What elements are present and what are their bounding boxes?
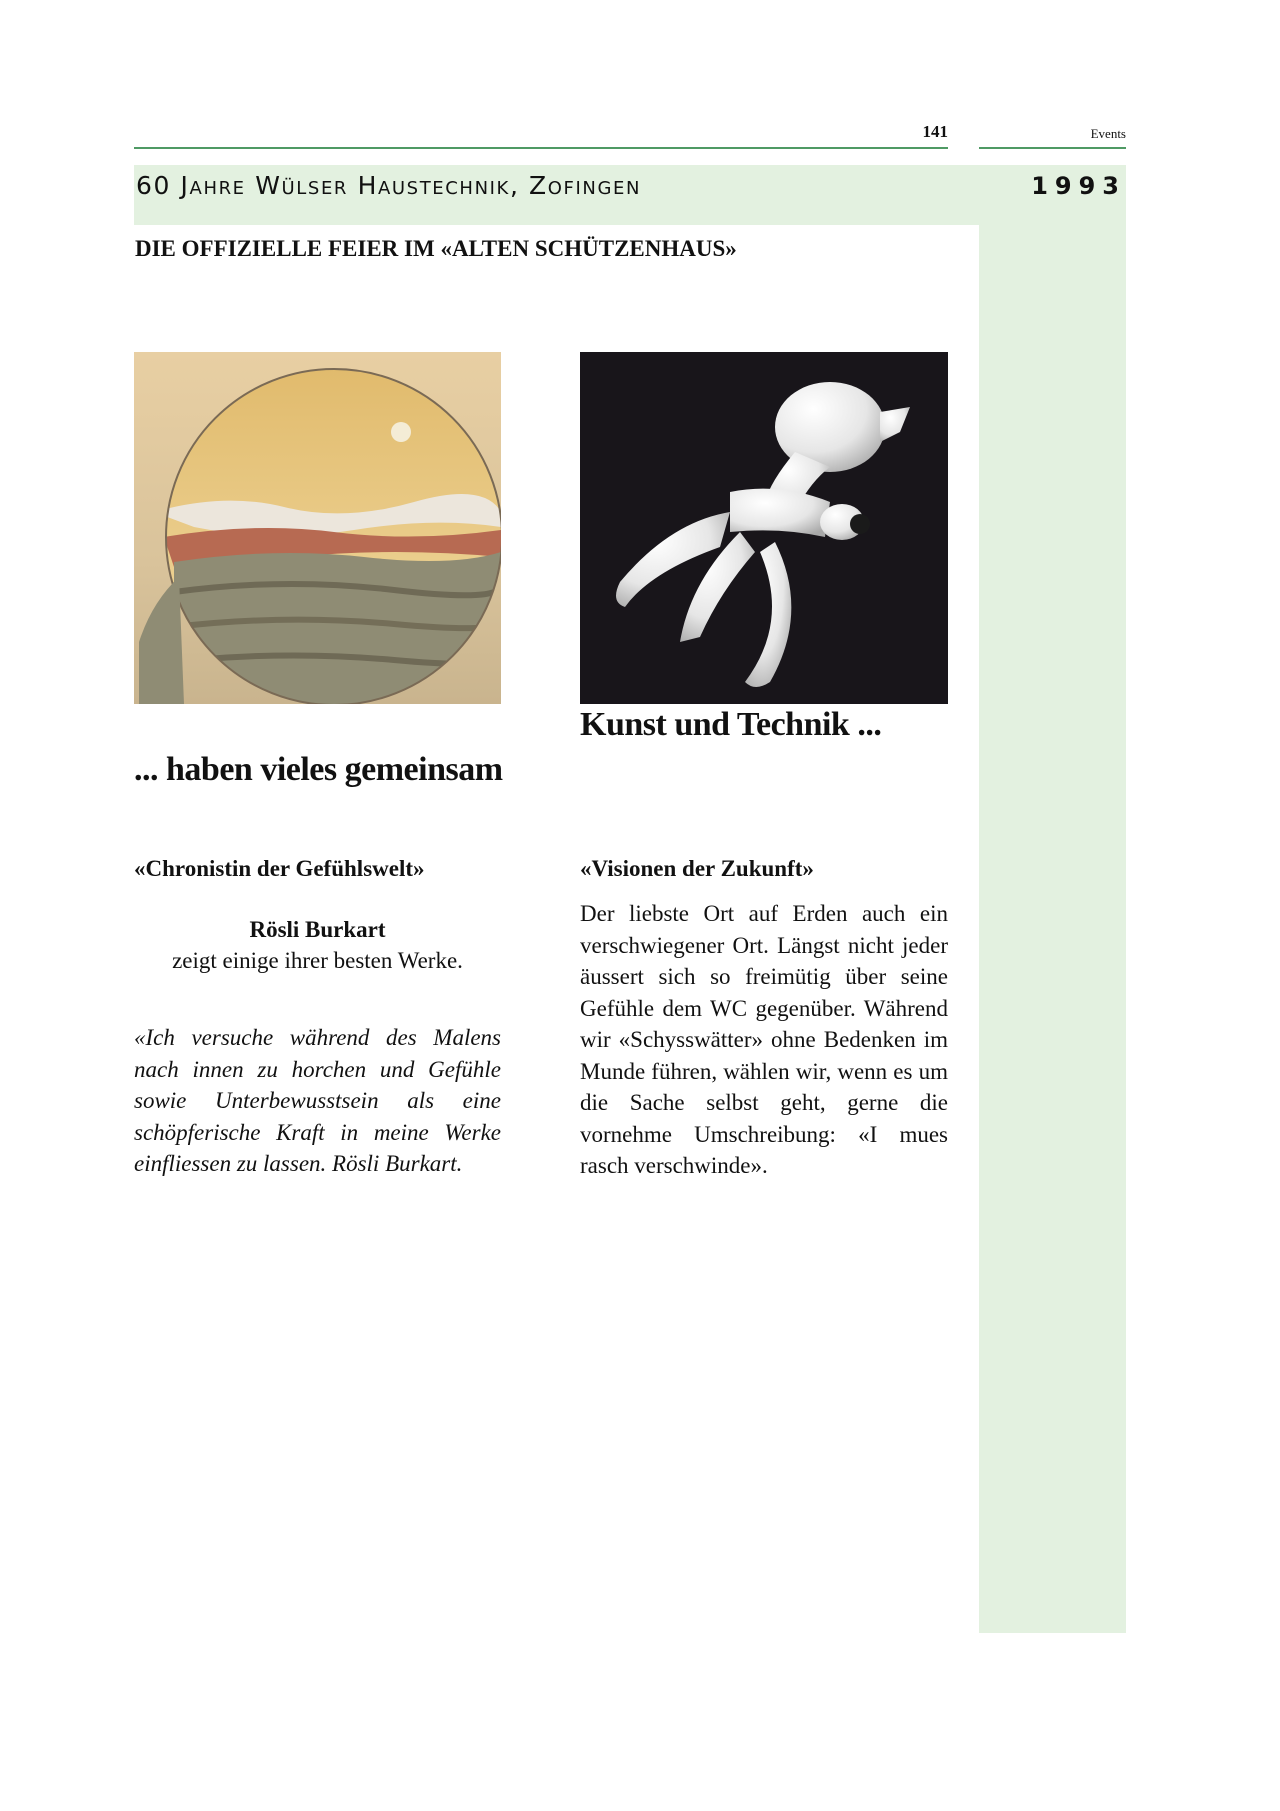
- artist-block: [134, 914, 501, 976]
- page-year: 1993: [1031, 172, 1126, 200]
- artist-name: Rösli Burkart: [249, 917, 386, 942]
- header-rule-left: [134, 147, 948, 149]
- sculpture-image: [580, 352, 948, 704]
- right-body: Der liebste Ort auf Erden auch ein verschwiegener Ort. Längst nicht jeder äussert sich so freimütig über seine Gefühle dem WC gegenüber. Während wir «Schysswätter» ohne Bedenken im Munde führen, wählen wir, wenn es um die Sache selbst geht, gerne die vornehme Umschreibung: «I mues rasch verschwinde».: [580, 901, 948, 1178]
- page-subtitle: DIE OFFIZIELLE FEIER IM «ALTEN SCHÜTZENHAUS»: [135, 236, 737, 261]
- artist-line: zeigt einige ihrer besten Werke.: [172, 948, 463, 973]
- left-caption: ... haben vieles gemeinsam: [134, 751, 503, 788]
- section-label: Events: [1090, 126, 1126, 141]
- left-heading: «Chronistin der Gefühlswelt»: [134, 856, 425, 881]
- artist-quote: «Ich versuche während des Malens nach innen zu horchen und Gefühle sowie Unterbewusstsein als eine schöpferische Kraft in meine Werke einfliessen zu lassen. Rösli Burkart.: [134, 1025, 501, 1176]
- right-heading: «Visionen der Zukunft»: [580, 856, 814, 881]
- painting-image: [134, 352, 501, 704]
- page-title: 60 Jahre Wülser Haustechnik, Zofingen: [136, 171, 642, 200]
- page-number: 141: [922, 122, 948, 141]
- side-green-column: [979, 165, 1126, 1633]
- right-caption: Kunst und Technik ...: [580, 706, 882, 743]
- header-rule-right: [979, 147, 1126, 149]
